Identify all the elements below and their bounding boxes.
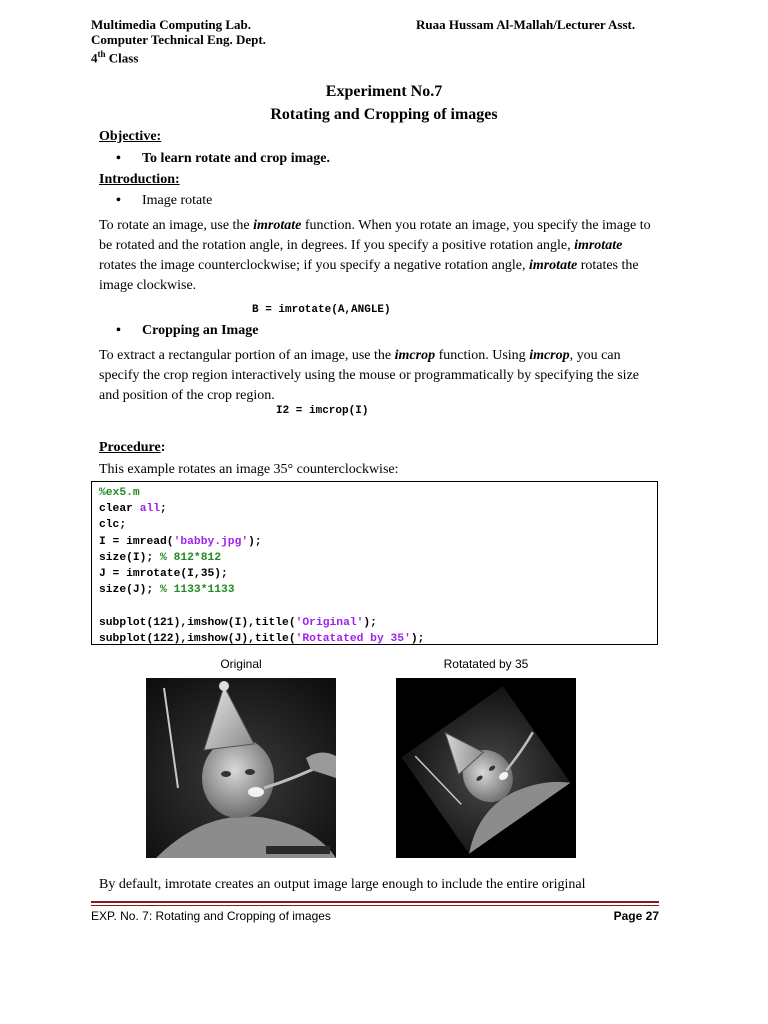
class-superscript: th: [97, 49, 106, 59]
header-lab: Multimedia Computing Lab.: [91, 17, 251, 32]
code-token: );: [363, 616, 377, 629]
code-listing: [91, 481, 658, 645]
footer-page-number: Page 27: [613, 909, 659, 923]
code-comment: % 1133*1133: [160, 584, 235, 597]
text-run: To rotate an image, use the: [99, 218, 254, 233]
text-run: function. When you rotate an image, you specify the image to be rotated and the rotation angle, in degrees. If you specify a positive rotation angle,: [99, 218, 651, 253]
code-token: I = imread(: [99, 535, 174, 548]
closing-text: By default, imrotate creates an output image large enough to include the entire original: [99, 877, 586, 892]
procedure-heading-text: Procedure: [99, 440, 161, 455]
crop-bullet-text: Cropping an Image: [142, 323, 259, 338]
bullet-icon: •: [116, 323, 121, 338]
class-word: Class: [105, 50, 139, 66]
procedure-intro: This example rotates an image 35° counterclockwise:: [99, 462, 399, 477]
page-subtitle: Rotating and Cropping of images: [270, 106, 498, 123]
text-run: To extract a rectangular portion of an image, use the: [99, 348, 395, 363]
rotate-syntax: B = imrotate(A,ANGLE): [252, 304, 391, 316]
objective-bullet-text: To learn rotate and crop image.: [142, 151, 330, 166]
bullet-icon: •: [116, 151, 121, 166]
rotate-bullet: [116, 193, 212, 209]
header-author: Ruaa Hussam Al-Mallah/Lecturer Asst.: [416, 17, 636, 32]
objective-bullet: [116, 151, 330, 167]
procedure-heading: [99, 440, 165, 456]
introduction-heading: Introduction:: [99, 172, 180, 187]
code-token: );: [410, 632, 425, 645]
rotate-paragraph: [99, 216, 659, 296]
code-line: [99, 631, 650, 647]
figure-right-title: Rotatated by 35: [443, 657, 529, 671]
rotated-photo-illustration: [396, 678, 576, 858]
crop-syntax: I2 = imcrop(I): [276, 405, 369, 417]
code-keyword: all: [139, 503, 161, 516]
function-name: imrotate: [528, 258, 578, 273]
code-line: clc;: [99, 519, 127, 532]
code-line: [99, 550, 650, 566]
code-line: [99, 501, 650, 517]
code-token: subplot(122),imshow(J),title(: [99, 632, 296, 645]
text-run: , you can specify the crop region interactively using the mouse or programmatically by specifying the size and position of the crop region.: [99, 348, 639, 403]
page-title: Experiment No.7: [325, 83, 443, 100]
header-dept: Computer Technical Eng. Dept.: [91, 32, 266, 47]
code-line-blank: [99, 598, 650, 614]
bullet-icon: •: [116, 193, 121, 208]
text-run: rotates the image counterclockwise; if you specify a negative rotation angle,: [99, 258, 529, 273]
figure-left-title: Original: [220, 657, 262, 671]
original-image: [146, 678, 336, 858]
text-run: rotates the image clockwise.: [99, 258, 639, 293]
code-comment: % 812*812: [160, 551, 222, 564]
code-line: J = imrotate(I,35);: [99, 567, 228, 580]
footer-rule-thin: [91, 905, 659, 906]
function-name: imrotate: [253, 218, 302, 233]
objective-heading: Objective:: [99, 129, 162, 144]
rotate-bullet-text: Image rotate: [142, 193, 213, 208]
code-token: clear: [99, 503, 140, 516]
original-photo-illustration: [146, 678, 336, 858]
code-line: [99, 534, 650, 550]
crop-paragraph: [99, 346, 659, 406]
footer-rule: [91, 901, 659, 903]
code-string: 'Original': [295, 616, 364, 629]
crop-bullet: [116, 323, 258, 339]
function-name: imcrop: [394, 348, 436, 363]
procedure-colon: :: [160, 440, 166, 455]
class-number: 4: [91, 50, 98, 66]
code-token: );: [248, 535, 262, 548]
code-line-comment: %ex5.m: [99, 487, 140, 499]
code-token: subplot(121),imshow(I),title(: [99, 616, 296, 629]
code-token: size(J);: [99, 584, 161, 597]
footer-title: EXP. No. 7: Rotating and Cropping of images: [91, 909, 331, 923]
rotated-image: [396, 678, 576, 858]
code-token: size(I);: [99, 551, 161, 564]
code-string: 'Rotatated by 35': [295, 632, 411, 645]
code-string: 'babby.jpg': [173, 535, 249, 548]
code-line: [99, 582, 650, 598]
header-class: [91, 47, 138, 65]
code-line: [99, 615, 650, 631]
code-token: ;: [160, 503, 167, 516]
text-run: function. Using: [435, 348, 530, 363]
function-name: imcrop: [529, 348, 570, 363]
function-name: imrotate: [574, 238, 623, 253]
